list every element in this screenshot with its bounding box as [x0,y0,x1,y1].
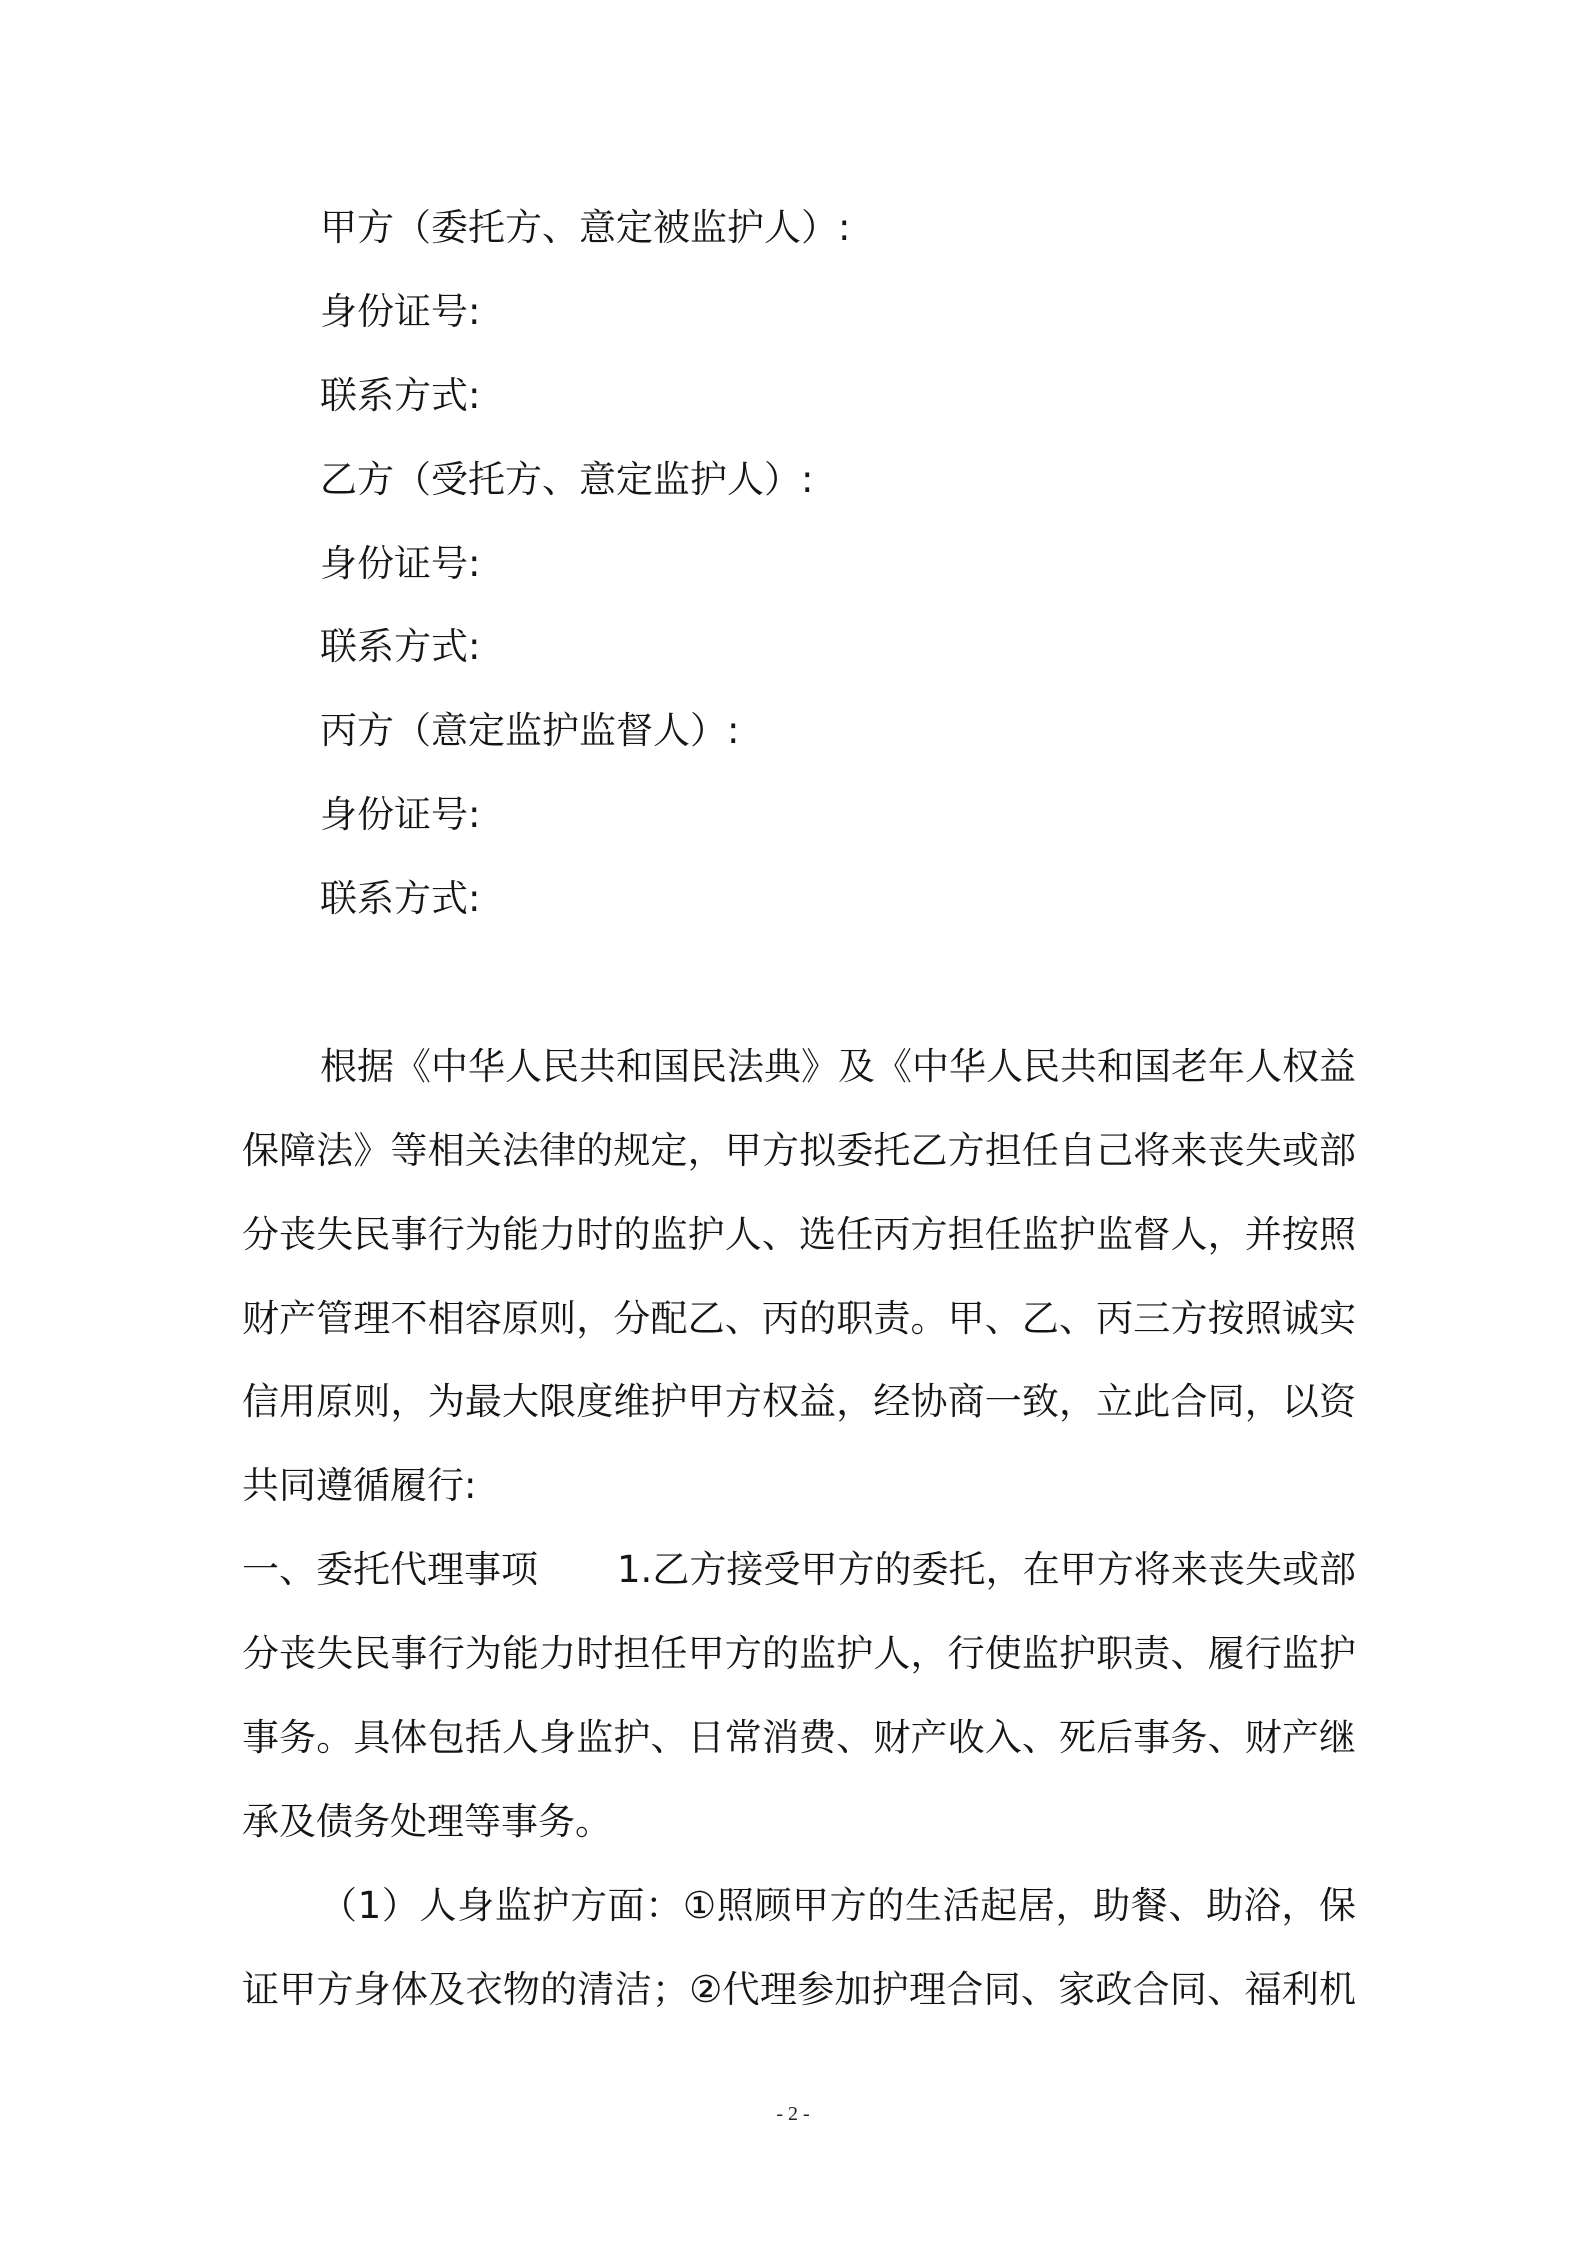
party-c-id-label: 身份证号: [320,793,481,837]
section-1-heading: 一、委托代理事项 [242,1548,538,1592]
party-c-contact-label: 联系方式: [320,877,481,921]
blank-line [242,941,1356,1025]
party-a-contact-label: 联系方式: [320,373,481,417]
page-number: - 2 - [776,2103,810,2125]
section-1-clause-line: 1.乙方接受甲方的委托，在甲方将来丧失或部 [617,1548,1356,1592]
item-1-line: 证甲方身体及衣物的清洁；②代理参加护理合同、家政合同、福利机 [242,1967,1356,2011]
preamble-line: 分丧失民事行为能力时的监护人、选任丙方担任监护监督人，并按照 [242,1212,1356,1256]
section-1-first-line [242,1528,1356,1612]
section-1-clause-line: 分丧失民事行为能力时担任甲方的监护人，行使监护职责、履行监护 [242,1632,1356,1676]
preamble-line: 保障法》等相关法律的规定，甲方拟委托乙方担任自己将来丧失或部 [242,1128,1356,1172]
party-a-title: 甲方（委托方、意定被监护人）: [320,206,851,249]
party-b-id-label: 身份证号: [320,541,481,585]
party-b-contact-label: 联系方式: [320,625,481,669]
preamble-line: 信用原则，为最大限度维护甲方权益，经协商一致，立此合同，以资 [242,1380,1356,1424]
party-c-title: 丙方（意定监护监督人）: [320,709,740,753]
preamble-line: 根据《中华人民共和国民法典》及《中华人民共和国老年人权益 [320,1044,1356,1088]
party-b-title: 乙方（受托方、意定监护人）: [320,457,814,501]
party-a-id-label: 身份证号: [320,289,481,333]
item-1-line: （1）人身监护方面：①照顾甲方的生活起居，助餐、助浴，保 [320,1883,1356,1927]
section-1-clause-line: 承及债务处理等事务。 [242,1799,612,1843]
section-1-clause-line: 事务。具体包括人身监护、日常消费、财产收入、死后事务、财产继 [242,1716,1356,1760]
preamble-line: 共同遵循履行: [242,1464,477,1508]
document-body [242,186,1356,2032]
preamble-line: 财产管理不相容原则，分配乙、丙的职责。甲、乙、丙三方按照诚实 [242,1296,1356,1340]
